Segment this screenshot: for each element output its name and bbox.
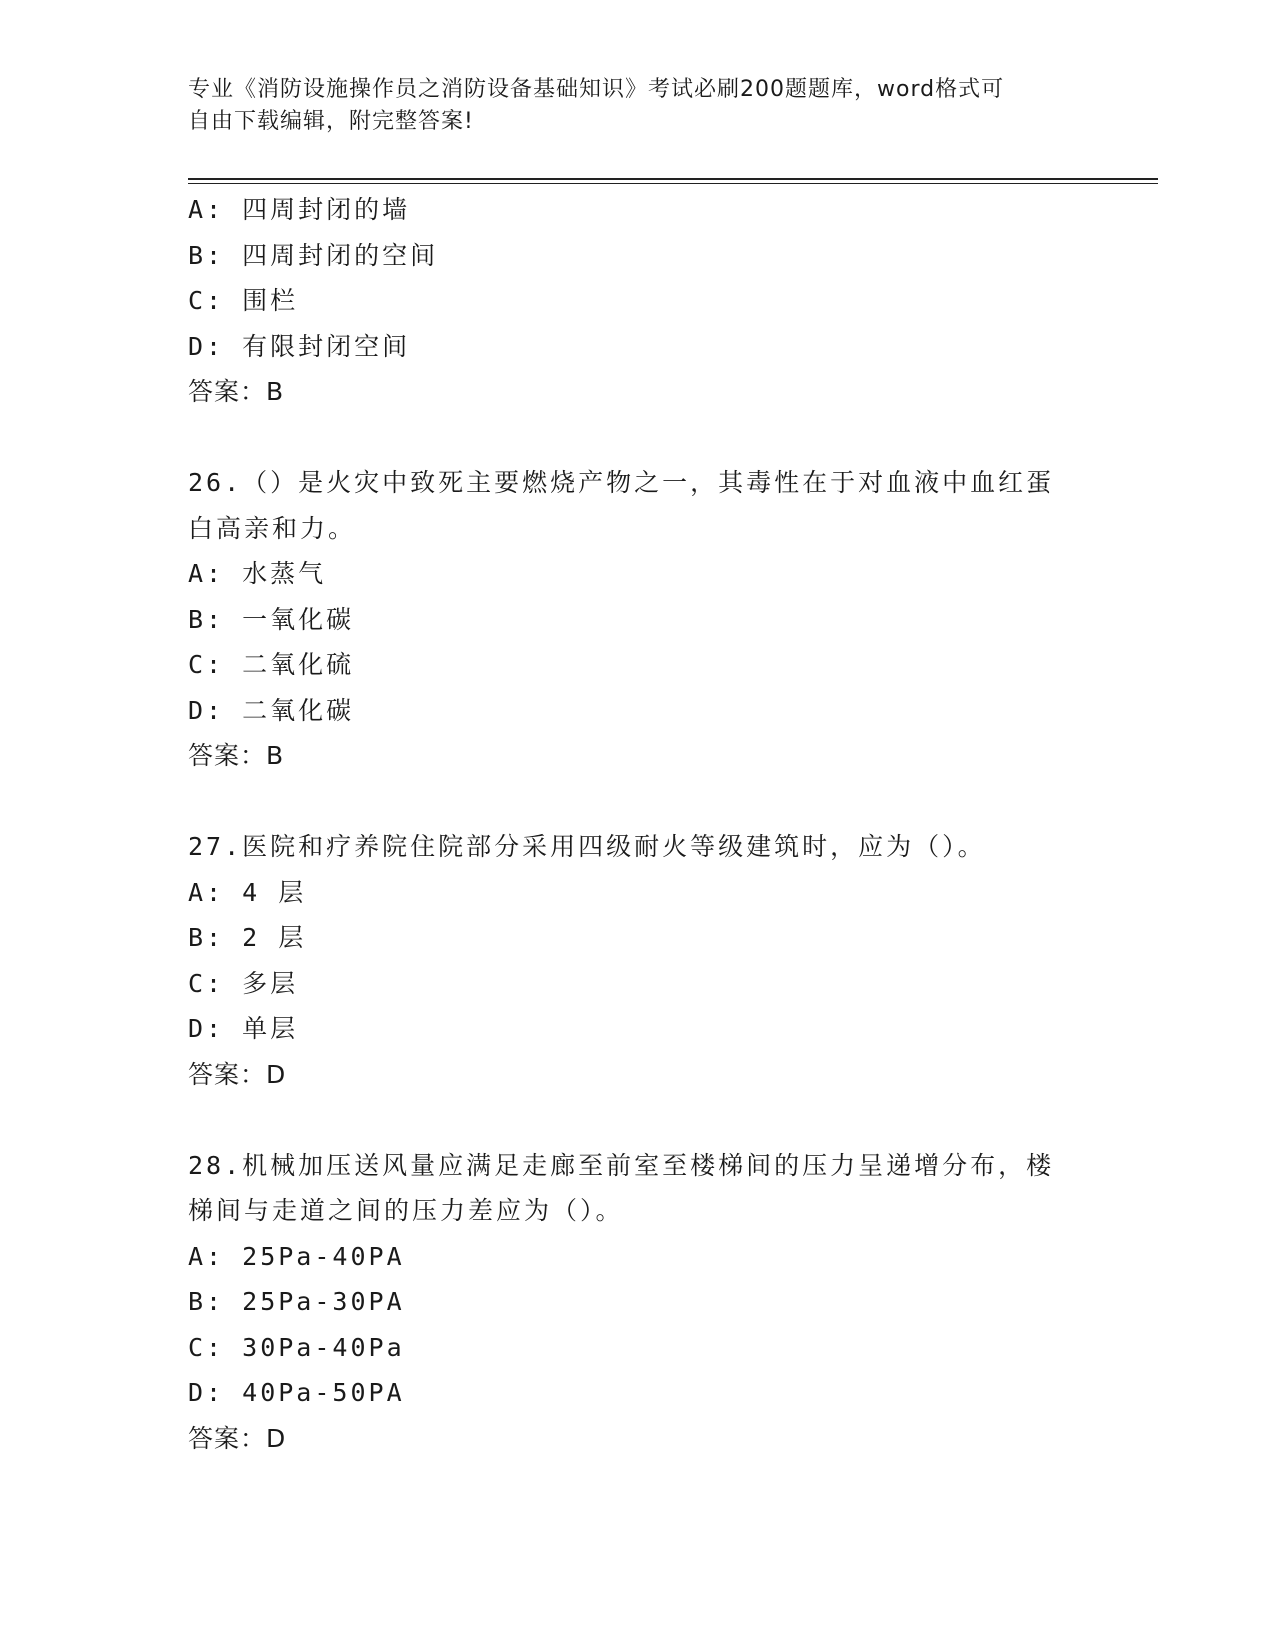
option-b: B: 一氧化碳 xyxy=(188,604,355,634)
question-text: 27.医院和疗养院住院部分采用四级耐火等级建筑时，应为（）。 xyxy=(188,832,986,861)
option-d: D: 二氧化碳 xyxy=(188,695,355,725)
option-c: C: 多层 xyxy=(188,968,299,998)
header-line-1: 专业《消防设施操作员之消防设备基础知识》考试必刷200题题库，word格式可 xyxy=(188,77,1005,102)
option-a: A: 水蒸气 xyxy=(188,559,327,588)
question-text: 梯间与走道之间的压力差应为（）。 xyxy=(188,1196,624,1225)
option-c: C: 围栏 xyxy=(188,286,299,315)
option-a: A: 4 层 xyxy=(188,877,307,907)
question-block xyxy=(188,460,1088,779)
option-c: C: 30Pa-40Pa xyxy=(188,1332,405,1362)
option-d: D: 40Pa-50PA xyxy=(188,1378,405,1407)
answer-line: 答案：D xyxy=(188,1423,287,1453)
question-block xyxy=(188,187,1088,415)
header-rule-thick xyxy=(188,178,1158,180)
option-a: A: 25Pa-40PA xyxy=(188,1241,405,1271)
answer-line: 答案：B xyxy=(188,741,285,770)
option-b: B: 四周封闭的空间 xyxy=(188,240,439,270)
document-header xyxy=(188,74,1068,138)
option-b: B: 25Pa-30PA xyxy=(188,1287,405,1316)
question-block xyxy=(188,1143,1088,1462)
question-text: 白高亲和力。 xyxy=(188,513,357,543)
option-b: B: 2 层 xyxy=(188,923,307,952)
header-rule-thin xyxy=(188,183,1158,184)
option-a: A: 四周封闭的墙 xyxy=(188,195,411,224)
question-list xyxy=(188,187,1088,1461)
answer-line: 答案：D xyxy=(188,1059,287,1089)
option-d: D: 单层 xyxy=(188,1014,299,1043)
answer-line: 答案：B xyxy=(188,377,285,406)
question-text: 28.机械加压送风量应满足走廊至前室至楼梯间的压力呈递增分布，楼 xyxy=(188,1150,1055,1180)
header-line-2: 自由下载编辑，附完整答案! xyxy=(188,109,474,134)
question-block xyxy=(188,824,1088,1097)
question-text: 26.（）是火灾中致死主要燃烧产物之一，其毒性在于对血液中血红蛋 xyxy=(188,468,1055,497)
option-c: C: 二氧化硫 xyxy=(188,650,355,679)
option-d: D: 有限封闭空间 xyxy=(188,331,411,361)
